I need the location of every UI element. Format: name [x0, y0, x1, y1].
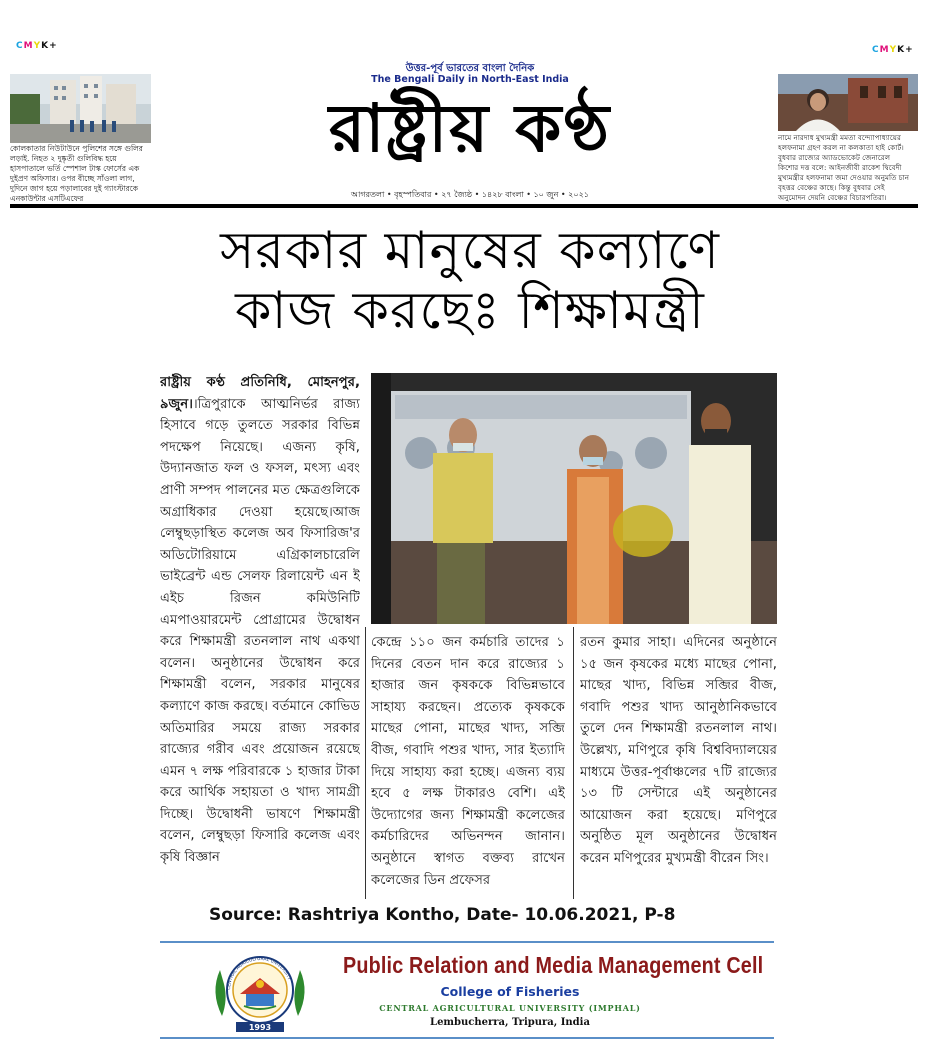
college-name: College of Fisheries — [440, 984, 580, 999]
logo-ring-text: CENTRAL AGRICULTURAL UNIVERSITY — [226, 956, 292, 991]
left-teaser-caption: কোলকাতার নিউটাউনে পুলিশের সঙ্গে গুলির লড়াই. নিহত ২ দুষ্কৃতী গুলিবিদ্ধ হয়ে হাসপাতালে ভর্তি স্পেশাল টাস্ক ফোর্সের এক দুইপ্রণ অফিসার। ওপর বীচ্ছে সাঁওলা লাগ, দুদিনে জাগ হয়ে পড়ালাবের দুই গ্যাংস্টারকে এনকাউন্টার এসটিএফের — [10, 144, 143, 203]
right-teaser-caption: নামে নারদাধ মুখ্যমন্ত্রী মমতা বন্দ্যোপাধ্যায়ের হলফনামা গ্রহণ করল না কলকাতা হাই কোর্ট। বুধবার রাজ্যের অ্যাডভোকেট জেনারেল কিশোর দত্ত বলে: আইনজীবী রাকেশ দ্বিবেদী মুখ্যমন্ত্রীর হলফনামা জমা দেওয়ার অনুমতি চান বৃহত্তর বেঞ্চের কাছে। কিন্তু বুধবার সেই অনুমোদন দেয়নি বেঞ্চের বিচারপতিরা। — [778, 133, 910, 202]
article-column-3 — [580, 632, 777, 900]
logo-year: 1993 — [248, 1023, 272, 1032]
column-divider-1 — [365, 627, 366, 899]
cmyk-mark-left: CMYK+ — [16, 41, 58, 51]
article-column-2 — [371, 632, 565, 900]
masthead-dateline: আগরতলা • বৃহস্পতিবার • ২৭ জ্যৈষ্ঠ • ১৪২৮ বাংলা • ১০ জুন • ২০২১ — [351, 190, 589, 199]
masthead-tagline-bengali: উত্তর-পূর্ব ভারতের বাংলা দৈনিক — [405, 63, 535, 74]
left-teaser-photo — [10, 74, 151, 143]
masthead-rule — [10, 204, 918, 208]
masthead-tagline-english: The Bengali Daily in North-East India — [371, 74, 569, 85]
pr-cell-title: Public Relation and Media Management Cell — [343, 952, 764, 978]
masthead-title: রাষ্ট্রীয় কণ্ঠ — [328, 89, 612, 167]
article-byline: রাষ্ট্রীয় কণ্ঠ প্রতিনিধি, মোহনপুর, ৯জুন। — [160, 375, 360, 412]
cmyk-mark-right: CMYK+ — [872, 45, 914, 55]
article-column-1-text: ।ত্রিপুরাকে আত্মনির্ভর রাজ্য হিসাবে গড়ে তুলতে সরকার বিভিন্ন পদক্ষেপ নিয়েছে। এজন্য কৃষি, উদ্যানজাত ফল ও ফসল, মৎস্য এবং প্রাণী সম্পদ পালনের মত ক্ষেত্রগুলিকে অগ্রাধিকার দেওয়া হয়েছে।আজ লেম্বুছড়াস্থিত কলেজ অব ফিসারিজ'র অডিটোরিয়ামে এগ্রিকালচারেলি ভাইব্রেন্ট এন্ড সেলফ রিলায়েন্ট এন ই এইচ রিজন কমিউনিটি এমপাওয়ারমেন্ট প্রোগ্রামের উদ্বোধন করে শিক্ষামন্ত্রী রতনলাল নাথ একথা বলেন। অনুষ্ঠানের উদ্বোধন করে শিক্ষামন্ত্রী বলেন, সরকার মানুষের কল্যাণে কাজ করছে। বর্তমানে কোভিড অতিমারির সময়ে রাজ্য সরকার রাজ্যের গরীব এবং প্রয়োজন রয়েছে এমন ৭ লক্ষ পরিবারকে ১ হাজার টাকা করে আর্থিক সহায়তা ও খাদ্য সামগ্রী দিচ্ছে। উদ্বোধনী ভাষণে শিক্ষামন্ত্রী বলেন, লেম্বুছড়া ফিসারি কলেজ এবং কৃষি বিজ্ঞান — [160, 396, 360, 866]
article-column-1 — [160, 372, 360, 900]
college-location: Lembucherra, Tripura, India — [430, 1017, 590, 1028]
article-headline: সরকার মানুষের কল্যাণে কাজ করছেঃ শিক্ষামন্ত্রী — [220, 221, 720, 341]
university-name: CENTRAL AGRICULTURAL UNIVERSITY (IMPHAL) — [379, 1003, 641, 1013]
footer-rule-bottom — [160, 1037, 774, 1039]
university-logo — [206, 950, 314, 1034]
column-divider-2 — [573, 627, 574, 899]
article-column-3-text: রতন কুমার সাহা। এদিনের অনুষ্ঠানে ১৫ জন কৃষকের মধ্যে মাছের পোনা, মাছের খাদ্য, বিভিন্ন সব্জির বীজ, গবাদি পশুর খাদ্য আনুষ্ঠানিকভাবে তুলে দেন শিক্ষামন্ত্রী রতনলাল নাথ। উল্লেখ্য, মণিপুরে কৃষি বিশ্ববিদ্যালয়ের মাধ্যমে উত্তর-পূর্বাঞ্চলের ৭টি রাজ্যের ১৩ টি সেন্টারে এই অনুষ্ঠানের আয়োজন করা হয়েছে। মণিপুরে অনুষ্ঠিত মূল অনুষ্ঠানের উদ্বোধন করেন মণিপুরের মুখ্যমন্ত্রী বীরেন সিং। — [580, 635, 777, 866]
right-teaser-photo — [778, 74, 918, 131]
footer-rule-top — [160, 941, 774, 943]
source-citation: Source: Rashtriya Kontho, Date- 10.06.2021, P-8 — [209, 905, 676, 925]
article-column-2-text: কেন্দ্রে ১১০ জন কর্মচারি তাদের ১ দিনের বেতন দান করে রাজ্যের ১ হাজার জন কৃষককে বিভিন্নভাবে সাহায্য করছেন। প্রত্যেক কৃষককে মাছের পোনা, মাছের খাদ্য, সব্জি বীজ, গবাদি পশুর খাদ্য, সার ইত্যাদি দিয়ে সাহায্য করা হচ্ছে। এজন্য ব্যয় হবে ৫ লক্ষ টাকারও বেশি। এই উদ্যোগের জন্য শিক্ষামন্ত্রী কলেজের কর্মচারিদের অভিনন্দন জানান। অনুষ্ঠানে স্বাগত বক্তব্য রাখেন কলেজের ডিন প্রফেসর — [371, 635, 565, 888]
article-photo — [371, 373, 777, 624]
